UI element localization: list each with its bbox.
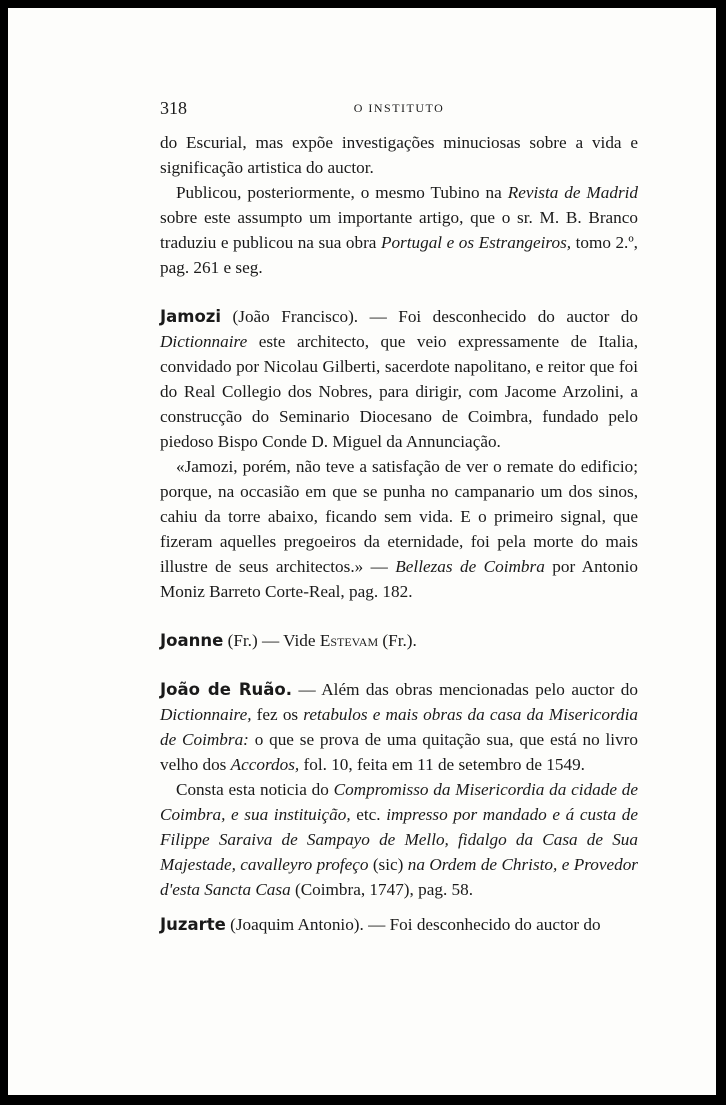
entry-joanne: Joanne (Fr.) — Vide Estevam (Fr.). (160, 631, 417, 650)
page-header (160, 98, 638, 124)
entry-heading-juzarte: Juzarte (160, 915, 226, 934)
book-page (8, 8, 716, 1095)
page-number: 318 (160, 98, 187, 118)
entry-juzarte: Juzarte (Joaquim Antonio). — Foi desconhecido do auctor do (160, 915, 601, 934)
entry-jamozi: Jamozi (João Francisco). — Foi desconhecido do auctor do Dictionnaire este architecto, que veio expressamente de Italia, convidado por Nicolau Gilberti, sacerdote napolitano, e reitor que foi do Real Collegio dos Nobres, para dirigir, com Jacome Arzolini, a construcção do Seminario Diocesano de Coimbra, fundado pelo piedoso Bispo Conde D. Miguel da Annunciação. (160, 307, 638, 451)
entry-joao-de-ruao: João de Ruão. — Além das obras mencionadas pelo auctor do Dictionnaire, fez os retabulos e mais obras da casa da Misericordia de Coimbra: o que se prova de uma quitação sua, que está no livro velho dos Accordos, fol. 10, feita em 11 de setembro de 1549. (160, 680, 639, 774)
entry-joao-source: Consta esta noticia do Compromisso da Misericordia da cidade de Coimbra, e sua instituição, etc. impresso por mandado e á custa de Filippe Saraiva de Sampayo de Mello, fidalgo da Casa de Sua Majestade, cavalleyro profeço (sic) na Ordem de Christo, e Provedor d'esta Sancta Casa (Coimbra, 1747), pag. 58. (160, 780, 638, 899)
citation-portugal-estrangeiros: Portugal e os Estrangeiros, (380, 233, 572, 252)
paragraph-continuation: do Escurial, mas expõe investigações minuciosas sobre a vida e significação artistica do auctor. (160, 133, 638, 177)
entry-heading-jamozi: Jamozi (160, 307, 222, 326)
entry-heading-joao-de-ruao: João de Ruão. (160, 680, 293, 699)
entry-jamozi-quote: «Jamozi, porém, não teve a satisfação de ver o remate do edificio; porque, na occasião em que se punha no campanario um dos sinos, cahiu da torre abaixo, ficando sem vida. E o primeiro signal, que fizeram aquelles pregoeiros da eternidade, foi pela morte do mais illustre de seus architectos.» — Bellezas de Coimbra por Antonio Moniz Barreto Corte-Real, pag. 182. (160, 457, 638, 601)
page-body (160, 130, 638, 937)
citation-revista-de-madrid: Revista de Madrid (507, 183, 638, 202)
running-title: O INSTITUTO (353, 101, 445, 115)
paragraph-tubino: Publicou, posteriormente, o mesmo Tubino na Revista de Madrid sobre este assumpto um importante artigo, que o sr. M. B. Branco traduziu e publicou na sua obra Portugal e os Estrangeiros, tomo 2.º, pag. 261 e seg. (160, 183, 638, 277)
entry-heading-joanne: Joanne (160, 631, 224, 650)
